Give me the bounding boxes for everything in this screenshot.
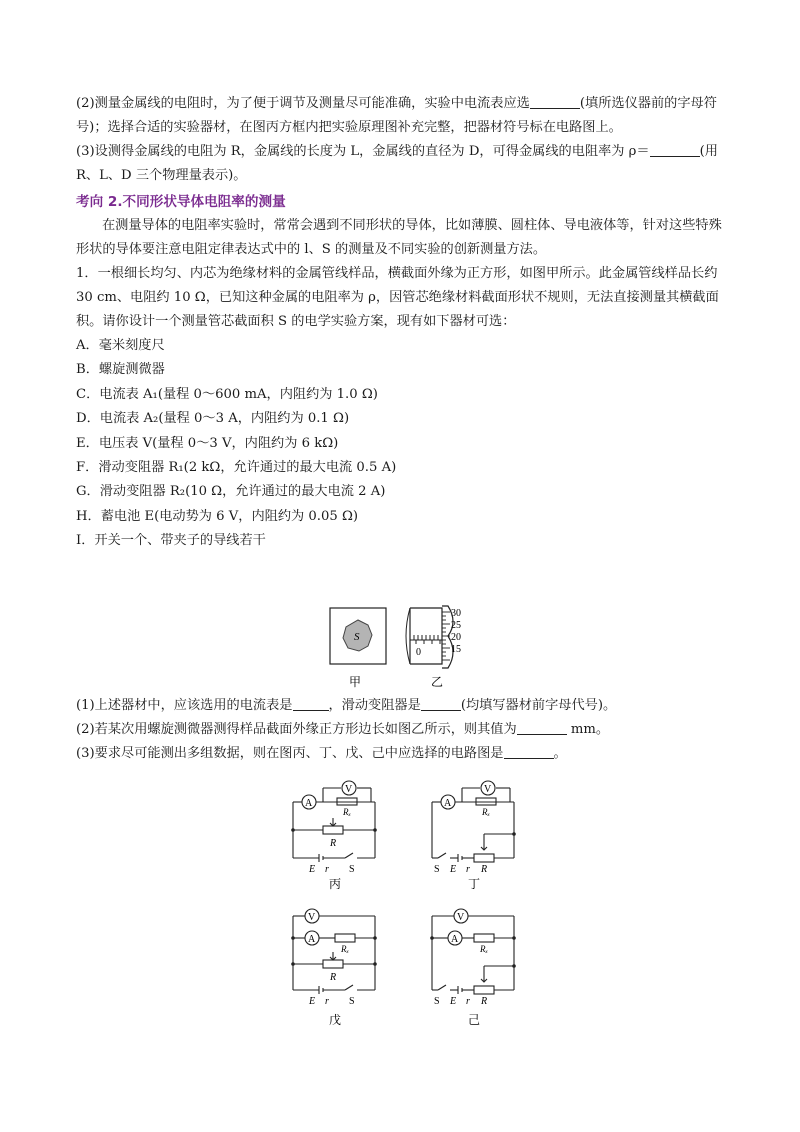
rx-label: Rₓ (480, 944, 489, 954)
figure-jia (330, 608, 386, 689)
sub1-text-a: (1)上述器材中，应该选用的电流表是 (76, 698, 293, 713)
figure-jia-yi (318, 598, 508, 690)
tick-label: 20 (451, 632, 461, 643)
r-internal-label: r (325, 864, 329, 875)
voltmeter-label: V (308, 912, 316, 923)
e-label: E (450, 996, 457, 1007)
question-2 (76, 92, 726, 140)
sub3-text-b: 。 (553, 746, 567, 761)
label-zero: 0 (416, 647, 421, 658)
e-label: E (309, 864, 316, 875)
sub-question-2 (76, 718, 726, 742)
option-item: C．电流表 A₁(量程 0～600 mA，内阻约为 1.0 Ω) (76, 386, 378, 402)
switch-label: S (434, 996, 440, 1007)
sub1-text-b: ，滑动变阻器是 (328, 698, 421, 713)
section-heading: 考向 2.不同形状导体电阻率的测量 (76, 194, 286, 210)
r-label: R (481, 864, 488, 875)
e-label: E (450, 864, 457, 875)
sub-question-3 (76, 742, 726, 766)
q3-text-b: (用 R、L、D 三个物理量表示)。 (76, 144, 718, 183)
circuit-bing (285, 774, 390, 894)
circuit-ji (424, 904, 529, 1029)
option-item: H．蓄电池 E(电动势为 6 V，内阻约为 0.05 Ω) (76, 508, 359, 524)
rx-label: Rₓ (482, 807, 491, 817)
sub3-text-a: (3)要求尽可能测出多组数据，则在图丙、丁、戊、己中应选择的电路图是 (76, 746, 504, 761)
switch-label: S (349, 864, 355, 875)
circuit-wu (285, 904, 390, 1029)
tick-label: 25 (451, 620, 461, 631)
rx-label: Rₓ (341, 944, 350, 954)
label-yi: 乙 (431, 675, 444, 689)
ammeter-label: A (305, 798, 313, 809)
rx-label: Rₓ (343, 807, 352, 817)
option-item: F．滑动变阻器 R₁(2 kΩ，允许通过的最大电流 0.5 A) (76, 460, 397, 476)
tick-label: 15 (451, 644, 461, 655)
r-internal-label: r (325, 996, 329, 1007)
q2-text-b: (填所选仪器前的字母符号)；选择合适的实验器材，在图丙方框内把实验原理图补充完整，把器材符号标在电路图上。 (76, 96, 717, 135)
answer-blank (293, 697, 329, 711)
figure-yi-micrometer (406, 606, 461, 689)
problem-stem: 1．一根细长均匀、内芯为绝缘材料的金属管线样品，横截面外缘为正方形，如图甲所示。此金属管线样品长约 30 cm、电阻约 10 Ω，已知这种金属的电阻率为 ρ，因管芯绝缘材料截面形状不规则，无法直接测量其横截面积。请你设计一个测量管芯截面积 S 的电学实验方案，现有如下器材可选： (76, 266, 719, 329)
section-intro: 在测量导体的电阻率实验时，常常会遇到不同形状的导体，比如薄膜、圆柱体、导电液体等，针对这些特殊形状的导体要注意电阻定律表达式中的 l、S 的测量及不同实验的创新测量方法。 (76, 218, 722, 257)
option-item: B．螺旋测微器 (76, 362, 165, 378)
label-jia: 甲 (349, 675, 362, 689)
answer-blank (421, 697, 461, 711)
r-internal-label: r (466, 996, 470, 1007)
option-item: E．电压表 V(量程 0～3 V，内阻约为 6 kΩ) (76, 435, 339, 451)
q3-text-a: (3)设测得金属线的电阻为 R，金属线的长度为 L，金属线的直径为 D，可得金属线的电阻率为 ρ＝ (76, 144, 650, 159)
switch-label: S (434, 864, 440, 875)
tick-label: 30 (451, 608, 461, 619)
voltmeter-label: V (484, 784, 492, 795)
circuit-name: 己 (468, 1013, 481, 1027)
q2-text-a: (2)测量金属线的电阻时，为了便于调节及测量尽可能准确，实验中电流表应选 (76, 96, 530, 111)
answer-blank (650, 143, 700, 157)
sub-questions (76, 694, 726, 766)
ammeter-label: A (308, 934, 316, 945)
r-label: R (481, 996, 488, 1007)
options-list (76, 334, 726, 554)
voltmeter-label: V (457, 912, 465, 923)
voltmeter-label: V (345, 784, 353, 795)
circuit-name: 戊 (329, 1013, 342, 1027)
answer-blank (517, 721, 567, 735)
circuit-name: 丙 (329, 877, 342, 891)
circuit-ding (424, 774, 529, 894)
r-label: R (330, 972, 337, 983)
e-label: E (309, 996, 316, 1007)
circuit-name: 丁 (468, 877, 481, 891)
answer-blank (530, 95, 580, 109)
option-item: I．开关一个、带夹子的导线若干 (76, 533, 266, 549)
r-internal-label: r (466, 864, 470, 875)
option-item: A．毫米刻度尺 (76, 338, 165, 353)
answer-blank (504, 745, 554, 759)
option-item: G．滑动变阻器 R₂(10 Ω，允许通过的最大电流 2 A) (76, 484, 386, 500)
ammeter-label: A (444, 798, 452, 809)
ammeter-label: A (451, 934, 459, 945)
option-item: D．电流表 A₂(量程 0～3 A，内阻约为 0.1 Ω) (76, 411, 350, 427)
switch-label: S (349, 996, 355, 1007)
label-s: S (354, 631, 360, 643)
r-label: R (330, 838, 337, 849)
question-3 (76, 140, 726, 188)
sub1-text-c: (均填写器材前字母代号)。 (460, 698, 617, 713)
sub-question-1 (76, 694, 726, 718)
document-page (76, 92, 726, 554)
sub2-text-a: (2)若某次用螺旋测微器测得样品截面外缘正方形边长如图乙所示，则其值为 (76, 722, 517, 737)
sub2-text-b: mm。 (570, 722, 610, 737)
